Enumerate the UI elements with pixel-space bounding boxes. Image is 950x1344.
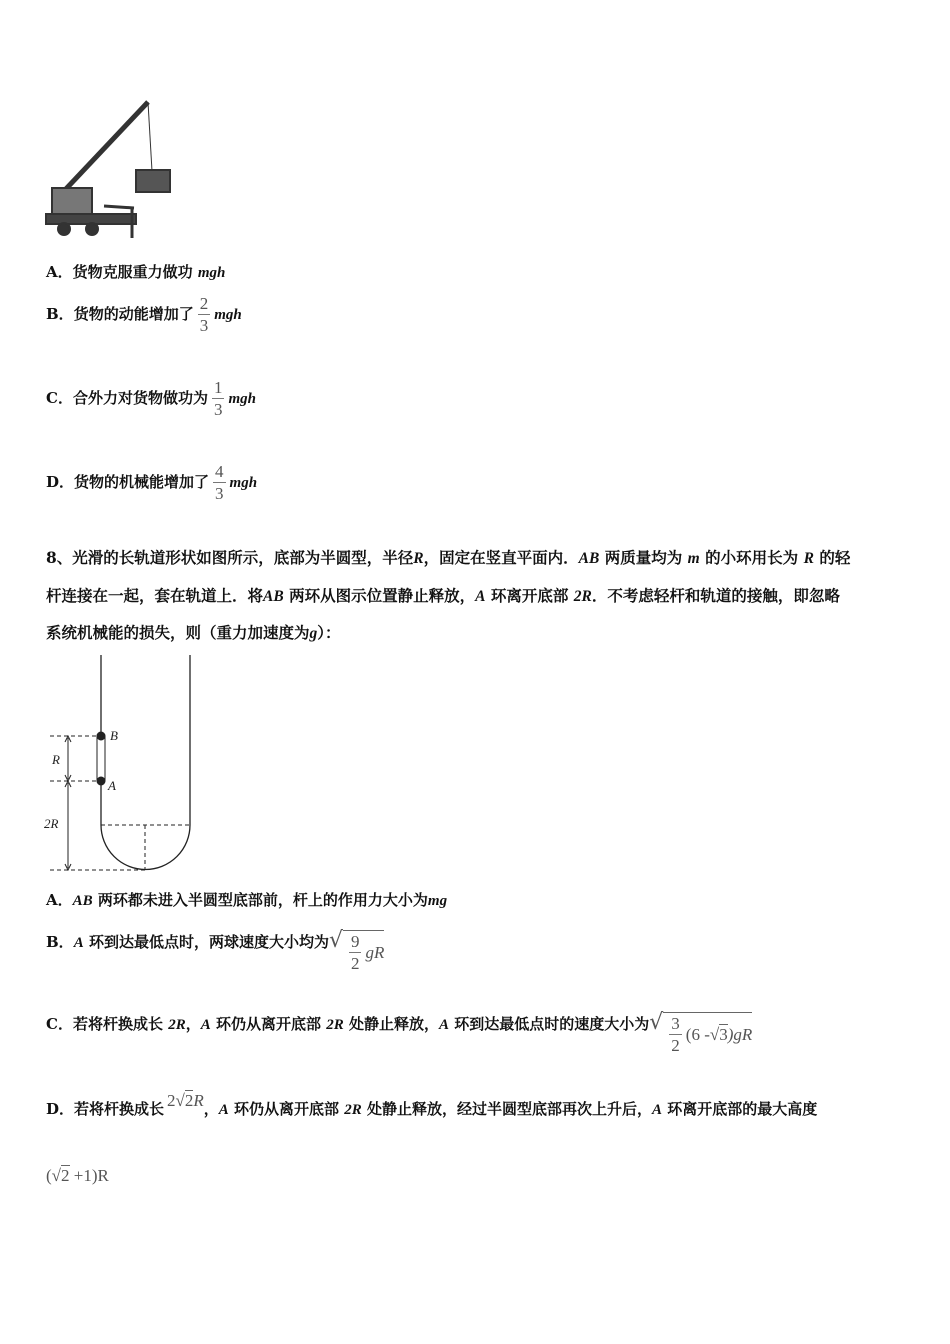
var: mg xyxy=(427,893,448,909)
q8-option-a[interactable] xyxy=(46,889,447,910)
var: g xyxy=(309,625,318,642)
var: A xyxy=(73,935,84,951)
q8-option-d[interactable] xyxy=(46,1091,818,1119)
label-r: R xyxy=(52,752,60,767)
var: A xyxy=(439,1017,450,1033)
numerator: 2 xyxy=(198,293,211,315)
var: A xyxy=(218,1102,229,1118)
label-b: B xyxy=(110,728,118,743)
denominator: 3 xyxy=(215,484,224,504)
denominator: 2 xyxy=(350,954,360,974)
var: R xyxy=(803,550,814,567)
text: 若将杆换成长 xyxy=(74,1100,165,1118)
math-text: +1)R xyxy=(69,1166,109,1185)
text: ．不考虑轻杆和轨道的接触，即忽略 xyxy=(591,586,840,605)
q8-option-c[interactable] xyxy=(46,1010,752,1057)
math-text: )gR xyxy=(727,1024,753,1044)
var: A xyxy=(652,1102,663,1118)
crane-figure xyxy=(44,96,174,241)
math-text: ( xyxy=(46,1166,52,1185)
track-figure xyxy=(40,650,210,875)
text: 环离开底部的最大高度 xyxy=(667,1100,818,1118)
text: 环仍从离开底部 xyxy=(215,1015,321,1033)
q7-option-d[interactable] xyxy=(46,461,257,505)
fraction xyxy=(212,377,225,421)
q8-stem-line1 xyxy=(46,546,850,568)
q8-stem-line2 xyxy=(46,584,840,606)
fraction xyxy=(213,461,226,505)
option-var: mgh xyxy=(197,265,226,281)
denominator: 3 xyxy=(213,400,223,420)
denominator: 2 xyxy=(671,1036,680,1056)
var: 2R xyxy=(326,1017,344,1033)
text: 杆连接在一起，套在轨道上．将 xyxy=(46,586,264,605)
fraction xyxy=(349,931,362,975)
label-a: A xyxy=(108,778,116,793)
var: AB xyxy=(72,893,93,909)
numerator: 3 xyxy=(669,1013,682,1035)
option-label: B． xyxy=(46,933,74,951)
q7-option-b[interactable] xyxy=(46,293,242,337)
option-label: A． xyxy=(46,263,73,281)
var: A xyxy=(475,588,486,605)
math-text: (6 - xyxy=(685,1024,710,1044)
text: ， xyxy=(203,1100,219,1118)
text: 两环从图示位置静止释放， xyxy=(289,586,476,605)
text: 系统机械能的损失，则（重力加速度为 xyxy=(46,623,310,642)
numerator: 1 xyxy=(212,377,225,399)
option-text: 环到达最低点时，两球速度大小均为 xyxy=(88,933,329,951)
var: AB xyxy=(263,588,284,605)
text: 处静止释放， xyxy=(348,1015,439,1033)
text: 处静止释放，经过半圆型底部再次上升后， xyxy=(367,1100,653,1118)
math-text: 3 xyxy=(719,1025,728,1045)
var: A xyxy=(200,1017,211,1033)
math-text: 2 xyxy=(61,1166,70,1185)
text: 两质量均为 xyxy=(604,548,683,567)
text: 环离开底部 xyxy=(490,586,569,605)
var: 2R xyxy=(573,588,592,605)
q8-option-b[interactable] xyxy=(46,928,384,975)
option-text: 两环都未进入半圆型底部前，杆上的作用力大小为 xyxy=(97,891,428,909)
option-text: 货物的动能增加了 xyxy=(73,304,194,323)
fraction xyxy=(669,1013,682,1057)
option-text: 货物克服重力做功 xyxy=(72,263,193,281)
q7-option-a[interactable] xyxy=(46,261,225,282)
crane-image xyxy=(46,102,170,238)
denominator: 3 xyxy=(199,316,209,336)
label-2r: 2R xyxy=(44,816,59,831)
option-text: 货物的机械能增加了 xyxy=(74,472,210,491)
text: 8、光滑的长轨道形状如图所示，底部为半圆型，半径 xyxy=(46,548,414,567)
text: 的小环用长为 xyxy=(705,548,799,567)
option-label: C． xyxy=(46,1015,73,1033)
option-var: mgh xyxy=(228,390,256,407)
math-expression: 2√2R xyxy=(167,1091,204,1110)
math-text: 2 xyxy=(184,1091,194,1110)
text: ）： xyxy=(317,623,341,642)
option-var: mgh xyxy=(229,474,258,491)
math-text: R xyxy=(193,1091,204,1110)
q7-option-c[interactable] xyxy=(46,377,256,421)
option-label: D． xyxy=(46,1100,75,1118)
var: 2R xyxy=(344,1102,362,1118)
text: 环仍从离开底部 xyxy=(234,1100,340,1118)
math-text: gR xyxy=(365,942,385,962)
text: 若将杆换成长 xyxy=(72,1015,163,1033)
sqrt-icon: √ xyxy=(709,1024,720,1044)
text: ， xyxy=(185,1015,201,1033)
option-label: C． xyxy=(46,388,73,407)
q8-stem-line3 xyxy=(46,621,341,643)
q8-option-d-answer: (√2 +1)R xyxy=(46,1166,109,1185)
math-text: 2 xyxy=(167,1091,176,1110)
var: 2R xyxy=(168,1017,186,1033)
text: 的轻 xyxy=(819,548,851,567)
fraction xyxy=(198,293,211,337)
option-label: D． xyxy=(46,472,75,491)
sqrt-expression xyxy=(663,1012,752,1057)
var: AB xyxy=(578,550,600,567)
option-label: B． xyxy=(46,304,74,323)
sqrt-icon: √ xyxy=(649,1010,664,1035)
option-text: 合外力对货物做功为 xyxy=(72,388,208,407)
text: ，固定在竖直平面内． xyxy=(423,548,579,567)
var: m xyxy=(687,550,700,567)
option-label: A． xyxy=(46,891,73,909)
text: 环到达最低点时的速度大小为 xyxy=(454,1015,650,1033)
sqrt-expression xyxy=(343,930,384,975)
option-var: mgh xyxy=(214,306,242,323)
numerator: 4 xyxy=(213,461,226,483)
sqrt-icon: √ xyxy=(328,928,343,953)
numerator: 9 xyxy=(349,931,362,953)
var: R xyxy=(413,550,424,567)
